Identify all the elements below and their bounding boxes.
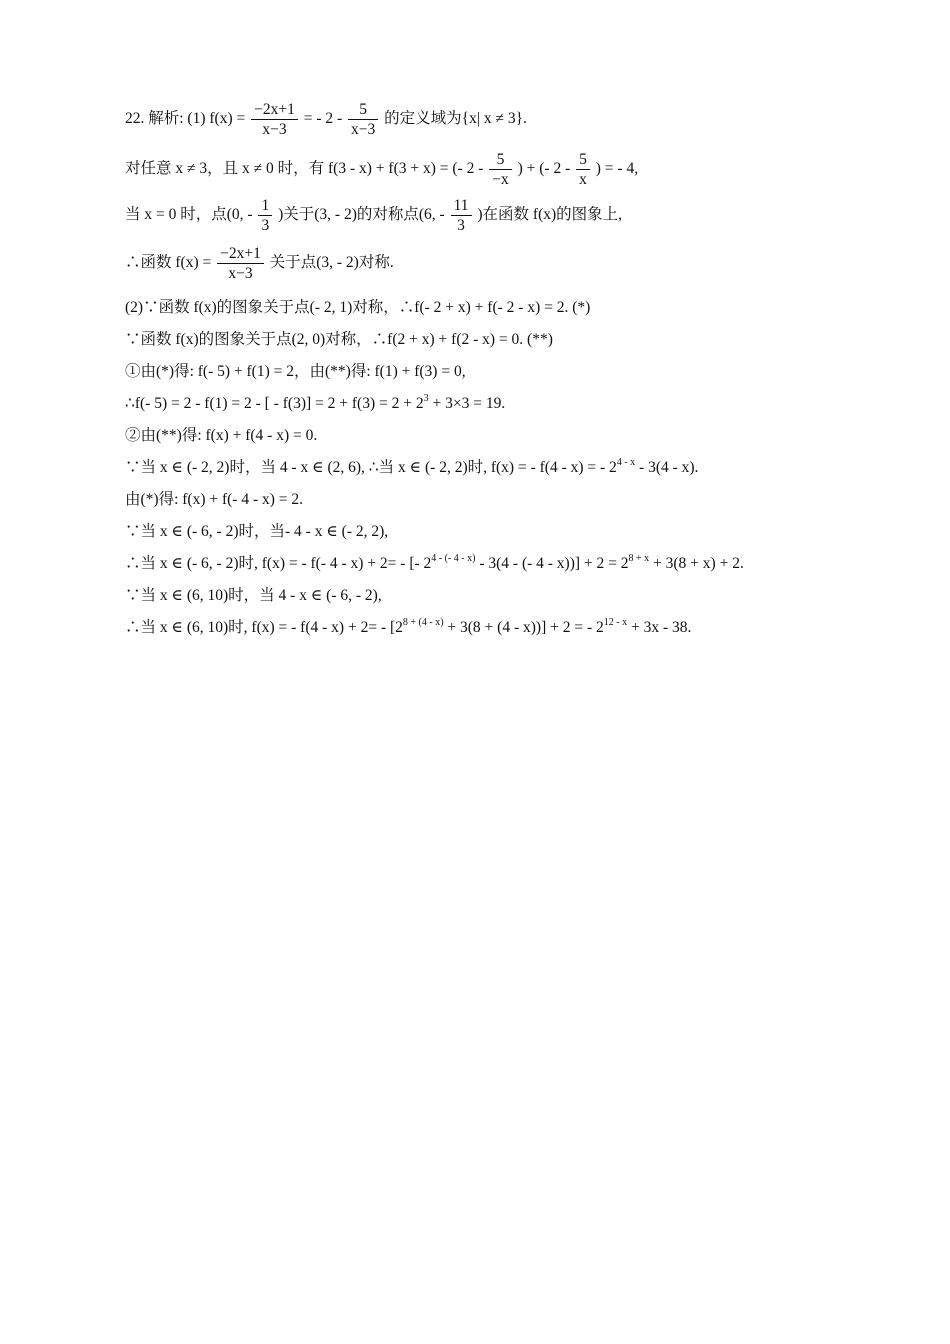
numerator: 5	[576, 150, 590, 170]
fraction	[348, 100, 378, 139]
numerator: 5	[489, 150, 512, 170]
text: + 3(8 + x) + 2.	[649, 555, 744, 572]
text: - 3(4 - (- 4 - x))] + 2 = 2	[475, 555, 629, 572]
solution-line-14: ∵当 x ∈ (6, 10)时，当 4 - x ∈ (- 6, - 2),	[125, 587, 382, 604]
exponent: 4 - (- 4 - x)	[431, 552, 476, 564]
text: + 3×3 = 19.	[428, 395, 506, 412]
exponent: 8 + x	[628, 552, 650, 564]
numerator: −2x+1	[251, 100, 298, 120]
text: )在函数 f(x)的图象上,	[477, 206, 623, 224]
denominator: 3	[261, 217, 270, 234]
numerator: 5	[348, 100, 378, 120]
denominator: 3	[457, 217, 465, 234]
fraction	[451, 196, 472, 235]
denominator: x	[579, 171, 587, 188]
numerator: 1	[258, 196, 272, 216]
text: = - 2 -	[303, 110, 343, 128]
solution-line-2	[125, 150, 638, 189]
text: )关于(3, - 2)的对称点(6, -	[278, 206, 445, 224]
fraction	[489, 150, 512, 189]
exponent: 3	[423, 392, 429, 404]
exponent: 8 + (4 - x)	[402, 616, 444, 628]
solution-line-10	[125, 458, 698, 478]
text: 22. 解析: (1) f(x) =	[125, 110, 246, 128]
solution-line-3	[125, 196, 622, 235]
text: ∴当 x ∈ (6, 10)时, f(x) = - f(4 - x) + 2= - [2	[125, 619, 403, 636]
text: + 3x - 38.	[627, 619, 692, 636]
solution-line-15	[125, 618, 691, 638]
text: 当 x = 0 时，点(0, -	[125, 206, 253, 224]
denominator: x−3	[262, 121, 287, 138]
text: 对任意 x ≠ 3，且 x ≠ 0 时，有 f(3 - x) + f(3 + x) = (- 2 -	[125, 160, 484, 178]
fraction	[258, 196, 272, 235]
solution-line-11: 由(*)得: f(x) + f(- 4 - x) = 2.	[125, 491, 304, 508]
denominator: x−3	[228, 265, 253, 282]
text: ) + (- 2 -	[517, 160, 571, 178]
exponent: 4 - x	[616, 456, 636, 468]
solution-line-12: ∵当 x ∈ (- 6, - 2)时，当- 4 - x ∈ (- 2, 2),	[125, 523, 389, 540]
solution-line-1	[125, 100, 527, 139]
numerator: −2x+1	[217, 244, 264, 264]
text: ∴函数 f(x) =	[125, 254, 212, 272]
text: ∴当 x ∈ (- 6, - 2)时, f(x) = - f(- 4 - x) + 2= - [- 2	[125, 555, 432, 572]
text: 的定义域为{x| x ≠ 3}.	[384, 110, 527, 128]
exponent: 12 - x	[603, 616, 628, 628]
solution-line-4	[125, 244, 394, 283]
solution-line-5: (2)∵函数 f(x)的图象关于点(- 2, 1)对称，∴f(- 2 + x) + f(- 2 - x) = 2. (*)	[125, 299, 591, 316]
text: ∵当 x ∈ (- 2, 2)时，当 4 - x ∈ (2, 6), ∴当 x ∈ (- 2, 2)时, f(x) = - f(4 - x) = - 2	[125, 459, 617, 476]
solution-line-13	[125, 554, 744, 574]
numerator: 11	[451, 196, 472, 216]
solution-line-8	[125, 394, 505, 414]
denominator: −x	[492, 171, 509, 188]
text: ) = - 4,	[595, 160, 639, 178]
fraction	[576, 150, 590, 189]
text: + 3(8 + (4 - x))] + 2 = - 2	[443, 619, 604, 636]
solution-line-7: ①由(*)得: f(- 5) + f(1) = 2，由(**)得: f(1) + f(3) = 0,	[125, 363, 466, 380]
text: ∴f(- 5) = 2 - f(1) = 2 - [ - f(3)] = 2 + f(3) = 2 + 2	[125, 395, 424, 412]
text: - 3(4 - x).	[635, 459, 699, 476]
fraction	[251, 100, 298, 139]
denominator: x−3	[351, 121, 376, 138]
text: 关于点(3, - 2)对称.	[269, 254, 394, 272]
solution-line-6: ∵函数 f(x)的图象关于点(2, 0)对称，∴f(2 + x) + f(2 - x) = 0. (**)	[125, 331, 553, 348]
fraction	[217, 244, 264, 283]
solution-line-9: ②由(**)得: f(x) + f(4 - x) = 0.	[125, 427, 318, 444]
